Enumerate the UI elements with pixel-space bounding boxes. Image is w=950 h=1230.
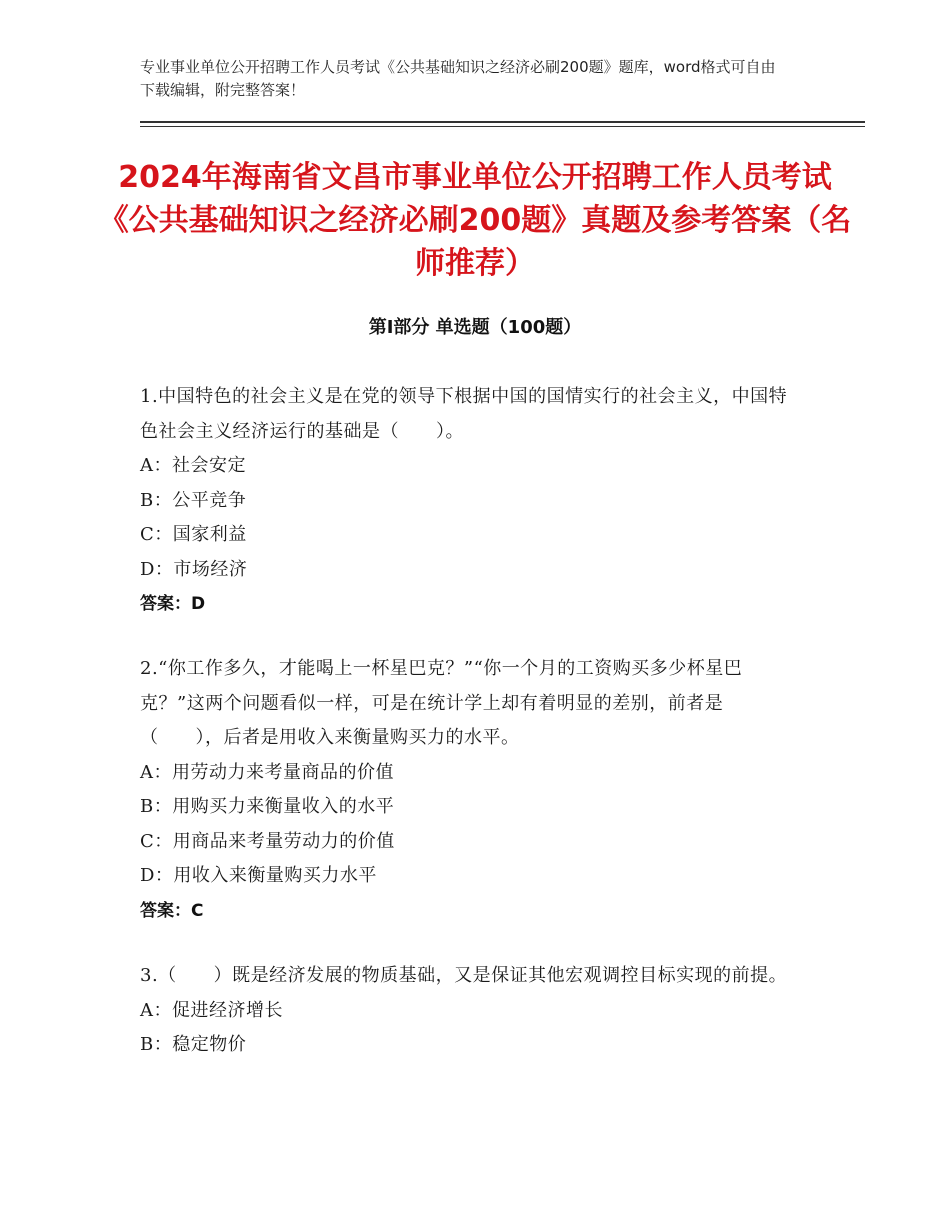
option-c: C：用商品来考量劳动力的价值 xyxy=(140,830,395,852)
option-b: B：用购买力来衡量收入的水平 xyxy=(140,796,395,817)
header-rule-thick xyxy=(140,121,865,123)
question-2 xyxy=(140,652,805,928)
option-d: D：市场经济 xyxy=(140,558,248,580)
option-b: B：稳定物价 xyxy=(140,1034,247,1055)
option-c: C：国家利益 xyxy=(140,524,247,545)
question-stem: 3.（ ）既是经济发展的物质基础，又是保证其他宏观调控目标实现的前提。 xyxy=(140,965,788,986)
header-rule-thin xyxy=(140,126,865,127)
question-3 xyxy=(140,959,805,1063)
question-stem: 1.中国特色的社会主义是在党的领导下根据中国的国情实行的社会主义，中国特色社会主义经济运行的基础是（ ）。 xyxy=(140,386,788,442)
answer-text: 答案：D xyxy=(140,594,206,614)
option-a: A：用劳动力来考量商品的价值 xyxy=(140,761,394,783)
header-note: 专业事业单位公开招聘工作人员考试《公共基础知识之经济必刷200题》题库，word格式可自由下载编辑，附完整答案！ xyxy=(140,58,776,99)
option-b: B：公平竞争 xyxy=(140,489,247,511)
question-1 xyxy=(140,380,805,622)
option-d: D：用收入来衡量购买力水平 xyxy=(140,865,377,886)
answer-text: 答案：C xyxy=(140,900,204,921)
document-title: 2024年海南省文昌市事业单位公开招聘工作人员考试《公共基础知识之经济必刷200题》真题及参考答案（名师推荐） xyxy=(98,160,852,281)
option-a: A：社会安定 xyxy=(140,455,246,476)
section-title: 第Ⅰ部分 单选题（100题） xyxy=(368,317,582,338)
option-a: A：促进经济增长 xyxy=(140,999,283,1021)
question-stem: 2.“你工作多久，才能喝上一杯星巴克？”“你一个月的工资购买多少杯星巴克？”这两个问题看似一样，可是在统计学上却有着明显的差别，前者是（ ），后者是用收入来衡量购买力的水平。 xyxy=(140,658,743,748)
